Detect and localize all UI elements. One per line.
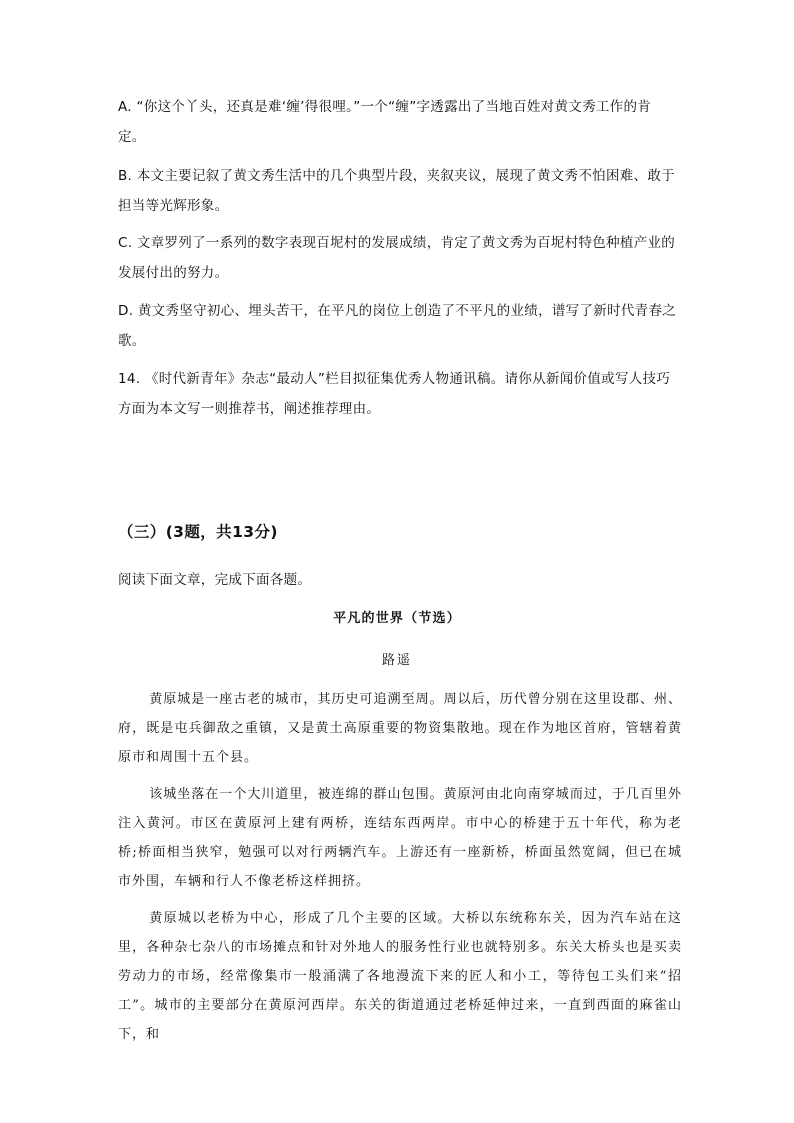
- article-paragraph-2: 该城坐落在一个大川道里，被连绵的群山包围。黄原河由北向南穿城而过，于几百里外注入黄河。市区在黄原河上建有两桥，连结东西两岸。市中心的桥建于五十年代，称为老桥;桥面相当狭窄，勉强可以对行两辆汽车。上游还有一座新桥，桥面虽然宽阔，但已在城市外围，车辆和行人不像老桥这样拥挤。: [118, 787, 682, 889]
- article-paragraph-1: 黄原城是一座古老的城市，其历史可追溯至周。周以后，历代曾分别在这里设郡、州、府，既是屯兵御敌之重镇，又是黄土高原重要的物资集散地。现在作为地区首府，管辖着黄原市和周围十五个县。: [118, 692, 682, 765]
- article-title: 平凡的世界（节选）: [333, 611, 461, 626]
- option-b: B. 本文主要记叙了黄文秀生活中的几个典型片段，夹叙夹议，展现了黄文秀不怕困难、敢于担当等光辉形象。: [118, 168, 675, 214]
- article-author: 路遥: [381, 653, 412, 668]
- option-c: C. 文章罗列了一系列的数字表现百坭村的发展成绩，肯定了黄文秀为百坭村特色种植产业的发展付出的努力。: [118, 235, 676, 281]
- option-d: D. 黄文秀坚守初心、埋头苦干，在平凡的岗位上创造了不平凡的业绩，谱写了新时代青春之歌。: [118, 303, 677, 349]
- section-instruction: 阅读下面文章，完成下面各题。: [118, 572, 312, 588]
- section-title: （三）(3题，共13分): [118, 523, 278, 541]
- option-a: A. “你这个丫头，还真是难‘缠’得很哩。”一个“缠”字透露出了当地百姓对黄文秀工作的肯定。: [118, 99, 652, 145]
- article-paragraph-3: 黄原城以老桥为中心，形成了几个主要的区域。大桥以东统称东关，因为汽车站在这里，各种杂七杂八的市场摊点和针对外地人的服务性行业也就特别多。东关大桥头也是买卖劳动力的市场，经常像集市一般涌满了各地漫流下来的匠人和小工，等待包工头们来“招工”。城市的主要部分在黄原河西岸。东关的街道通过老桥延伸过来，一直到西面的麻雀山下，和: [118, 911, 682, 1042]
- question-14: 14. 《时代新青年》杂志“最动人”栏目拟征集优秀人物通讯稿。请你从新闻价值或写人技巧方面为本文写一则推荐书，阐述推荐理由。: [118, 371, 671, 417]
